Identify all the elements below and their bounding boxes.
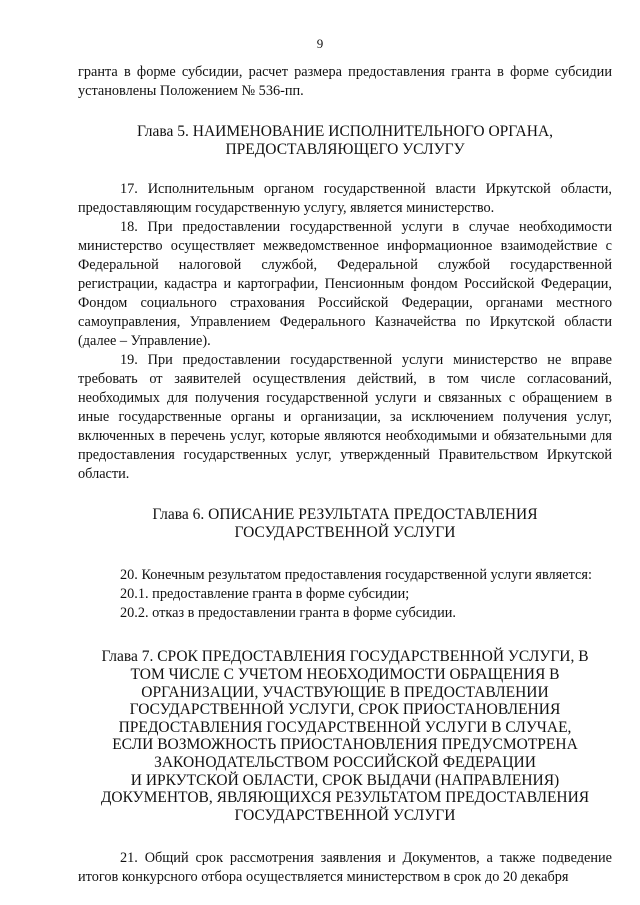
chapter5-heading <box>78 123 612 158</box>
paragraph-17: 17. Исполнительным органом государственной власти Иркутской области, предоставляющим государственную услугу, является министерство. <box>78 181 612 217</box>
chapter7-heading-line: ЕСЛИ ВОЗМОЖНОСТЬ ПРИОСТАНОВЛЕНИЯ ПРЕДУСМОТРЕНА <box>112 736 578 754</box>
chapter7-heading-line: ГОСУДАРСТВЕННОЙ УСЛУГИ, СРОК ПРИОСТАНОВЛЕНИЯ <box>129 701 561 719</box>
intro-paragraph: гранта в форме субсидии, расчет размера предоставления гранта в форме субсидии установлены Положением № 536-пп. <box>78 64 612 99</box>
chapter7-heading-line: ОРГАНИЗАЦИИ, УЧАСТВУЮЩИЕ В ПРЕДОСТАВЛЕНИИ <box>141 683 549 701</box>
chapter6-heading-line: Глава 6. ОПИСАНИЕ РЕЗУЛЬТАТА ПРЕДОСТАВЛЕНИЯ <box>152 506 538 524</box>
paragraph-20-1: 20.1. предоставление гранта в форме субсидии; <box>120 586 410 603</box>
paragraph-20-2: 20.2. отказ в предоставлении гранта в форме субсидии. <box>120 605 456 622</box>
chapter6-heading-line: ГОСУДАРСТВЕННОЙ УСЛУГИ <box>234 523 456 541</box>
chapter5-heading-line: Глава 5. НАИМЕНОВАНИЕ ИСПОЛНИТЕЛЬНОГО ОРГАНА, <box>136 123 554 140</box>
chapter7-heading-line: ДОКУМЕНТОВ, ЯВЛЯЮЩИХСЯ РЕЗУЛЬТАТОМ ПРЕДОСТАВЛЕНИЯ <box>100 789 590 807</box>
chapter7-heading-line: ЗАКОНОДАТЕЛЬСТВОМ РОССИЙСКОЙ ФЕДЕРАЦИИ <box>154 753 536 771</box>
paragraph-21: 21. Общий срок рассмотрения заявления и Документов, а также подведение итогов конкурсного отбора осуществляется министерством в срок до 20 декабря <box>78 850 612 886</box>
chapter7-heading-line: ПРЕДОСТАВЛЕНИЯ ГОСУДАРСТВЕННОЙ УСЛУГИ В СЛУЧАЕ, <box>118 718 572 736</box>
page-content <box>78 63 612 887</box>
chapter7-heading-line: ТОМ ЧИСЛЕ С УЧЕТОМ НЕОБХОДИМОСТИ ОБРАЩЕНИЯ В <box>130 665 560 683</box>
paragraph-20: 20. Конечным результатом предоставления государственной услуги является: <box>120 567 592 584</box>
paragraph-18: 18. При предоставлении государственной услуги в случае необходимости министерство осуществляет межведомственное информационное взаимодействие с Федеральной налоговой службой, Федеральной службой государственной регистрации, кадастра и картографии, Пенсионным фондом Российской Федерации, Фондом социального страхования Российской Федерации, органами местного самоуправления, Управлением Федерального Казначейства по Иркутской области (далее – Управление). <box>78 219 612 350</box>
chapter7-heading-line: И ИРКУТСКОЙ ОБЛАСТИ, СРОК ВЫДАЧИ (НАПРАВЛЕНИЯ) <box>130 771 560 789</box>
chapter7-heading <box>78 648 612 824</box>
chapter7-heading-line: ГОСУДАРСТВЕННОЙ УСЛУГИ <box>234 806 456 824</box>
paragraph-19: 19. При предоставлении государственной услуги министерство не вправе требовать от заявителей осуществления действий, в том числе согласований, необходимых для получения государственной услуги и связанных с обращением в иные государственные органы и организации, за исключением получения услуг, включенных в перечень услуг, которые являются необходимыми и обязательными для предоставления государственных услуг, утвержденный Правительством Иркутской области. <box>78 352 612 483</box>
chapter7-heading-line: Глава 7. СРОК ПРЕДОСТАВЛЕНИЯ ГОСУДАРСТВЕННОЙ УСЛУГИ, В <box>101 648 589 666</box>
chapter6-heading <box>78 506 612 541</box>
chapter5-heading-line: ПРЕДОСТАВЛЯЮЩЕГО УСЛУГУ <box>225 140 465 158</box>
page-number: 9 <box>316 36 324 51</box>
